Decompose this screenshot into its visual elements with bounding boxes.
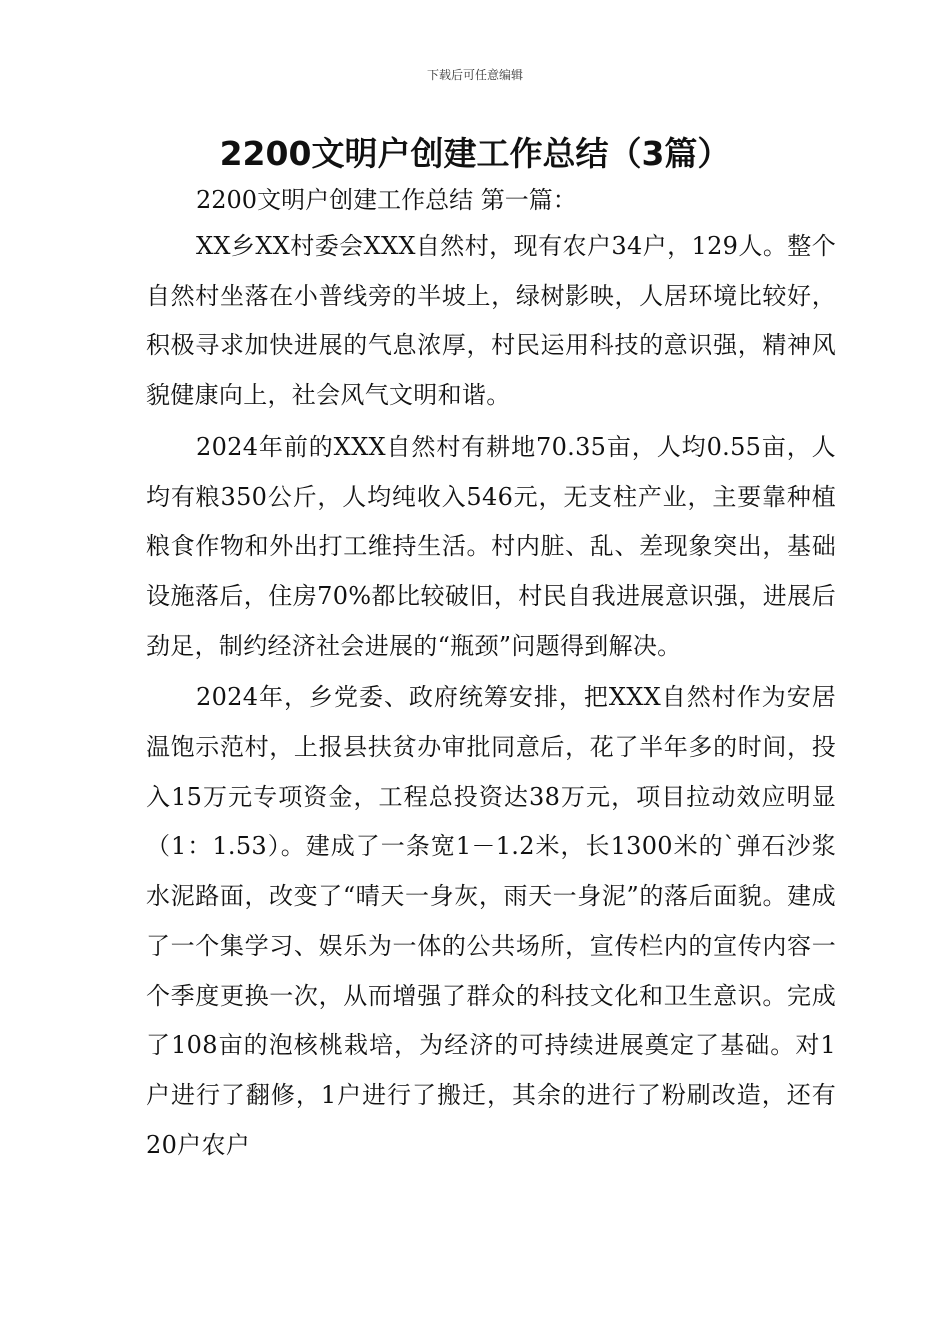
header-note: 下载后可任意编辑: [426, 68, 523, 82]
paragraph-3: 2024年，乡党委、政府统筹安排，把XXX自然村作为安居温饱示范村，上报县扶贫办审批同意后，花了半年多的时间，投入15万元专项资金，工程总投资达38万元，项目拉动效应明显（1：1.53）。建成了一条宽1－1.2米，长1300米的`弹石沙浆水泥路面，改变了“晴天一身灰，雨天一身泥”的落后面貌。建成了一个集学习、娱乐为一体的公共场所，宣传栏内的宣传内容一个季度更换一次，从而增强了群众的科技文化和卫生意识。完成了108亩的泡核桃栽培，为经济的可持续进展奠定了基础。对1户进行了翻修，1户进行了搬迁，其余的进行了粉刷改造，还有20户农户: [146, 683, 836, 1159]
paragraph-1: XX乡XX村委会XXX自然村，现有农户34户，129人。整个自然村坐落在小普线旁的半坡上，绿树影映，人居环境比较好，积极寻求加快进展的气息浓厚，村民运用科技的意识强，精神风貌健康向上，社会风气文明和谐。: [146, 232, 836, 410]
section-heading: 2200文明户创建工作总结 第一篇：: [196, 186, 577, 214]
document-title: 2200文明户创建工作总结（3篇）: [219, 134, 731, 173]
document-body: [146, 222, 836, 1172]
paragraph-2: 2024年前的XXX自然村有耕地70.35亩，人均0.55亩，人均有粮350公斤，人均纯收入546元，无支柱产业，主要靠种植粮食作物和外出打工维持生活。村内脏、乱、差现象突出，基础设施落后，住房70%都比较破旧，村民自我进展意识强，进展后劲足，制约经济社会进展的“瓶颈”问题得到解决。: [146, 432, 836, 660]
